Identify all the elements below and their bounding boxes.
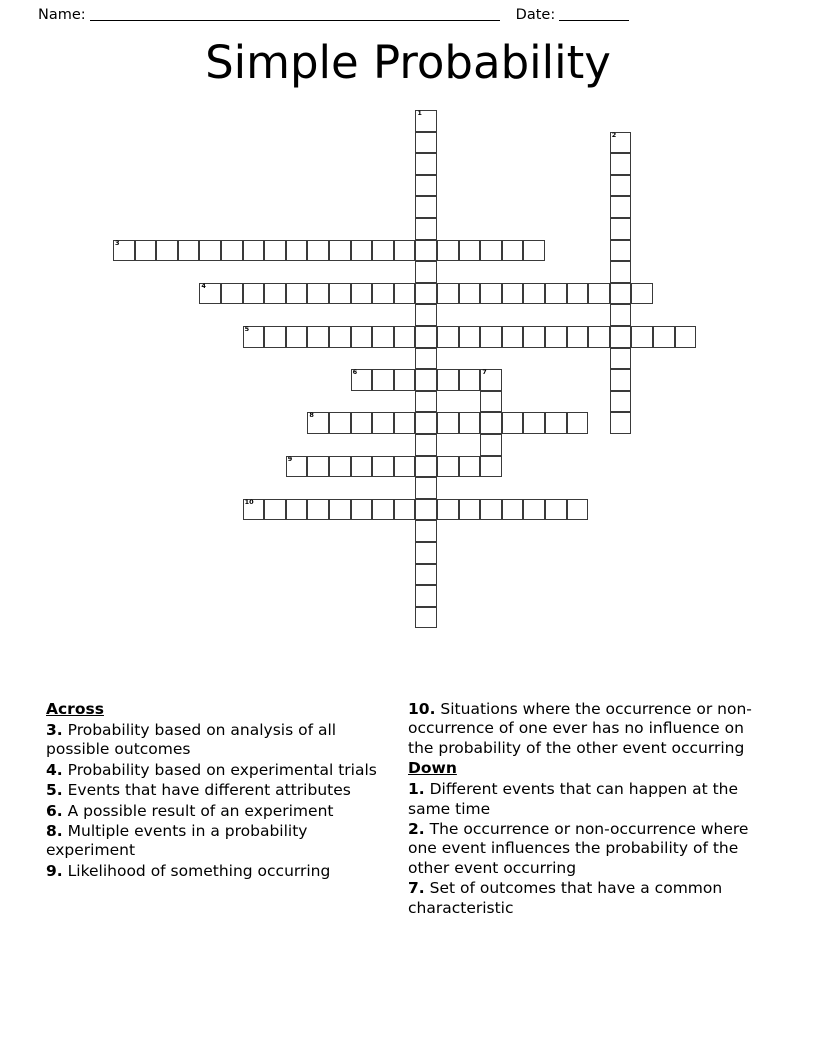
grid-cell[interactable]: [610, 153, 632, 175]
grid-cell[interactable]: [610, 175, 632, 197]
clue-text: Situations where the occurrence or non-occurrence of one ever has no influence on the probability of the other event occurring: [408, 700, 752, 757]
grid-cell[interactable]: [588, 326, 610, 348]
clue-text: Probability based on analysis of all possible outcomes: [46, 721, 337, 759]
clue-down-1[interactable]: [408, 780, 768, 819]
grid-cell[interactable]: [243, 499, 265, 521]
grid-cell[interactable]: [610, 132, 632, 154]
clue-text: Events that have different attributes: [67, 781, 351, 800]
grid-cell[interactable]: [480, 369, 502, 391]
grid-cell[interactable]: [545, 326, 567, 348]
clue-number: 4.: [46, 760, 63, 779]
grid-cell[interactable]: [459, 283, 481, 305]
grid-cell[interactable]: [523, 412, 545, 434]
grid-cell[interactable]: [415, 326, 437, 348]
grid-cell[interactable]: [415, 520, 437, 542]
grid-cell[interactable]: [437, 326, 459, 348]
grid-cell[interactable]: [243, 240, 265, 262]
clue-text: The occurrence or non-occurrence where one event influences the probability of the other event occurring: [408, 820, 749, 877]
grid-cell[interactable]: [437, 369, 459, 391]
grid-cell[interactable]: [415, 196, 437, 218]
grid-cell[interactable]: [415, 542, 437, 564]
grid-cell[interactable]: [307, 456, 329, 478]
grid-cell[interactable]: [415, 132, 437, 154]
across-heading: Across: [46, 700, 104, 718]
grid-cell[interactable]: [567, 499, 589, 521]
grid-cell-number: 7: [482, 368, 487, 377]
grid-cell[interactable]: [545, 283, 567, 305]
clue-across-8[interactable]: [46, 822, 386, 861]
grid-cell[interactable]: [264, 240, 286, 262]
grid-cell[interactable]: [351, 412, 373, 434]
grid-cell[interactable]: [459, 369, 481, 391]
grid-cell[interactable]: [631, 326, 653, 348]
grid-cell[interactable]: [351, 240, 373, 262]
grid-cell[interactable]: [243, 326, 265, 348]
grid-cell[interactable]: [221, 283, 243, 305]
grid-cell[interactable]: [286, 326, 308, 348]
clue-text: Likelihood of something occurring: [67, 861, 331, 880]
grid-cell[interactable]: [286, 283, 308, 305]
grid-cell[interactable]: [415, 585, 437, 607]
clue-number: 1.: [408, 780, 425, 799]
grid-cell[interactable]: [329, 456, 351, 478]
clue-number: 5.: [46, 781, 63, 800]
grid-cell-number: 3: [115, 238, 120, 247]
grid-cell[interactable]: [610, 391, 632, 413]
grid-cell[interactable]: [394, 369, 416, 391]
grid-cell[interactable]: [394, 326, 416, 348]
clues-column-left: [46, 700, 386, 882]
grid-cell[interactable]: [415, 434, 437, 456]
grid-cell[interactable]: [459, 326, 481, 348]
grid-cell[interactable]: [394, 456, 416, 478]
clue-number: 8.: [46, 822, 63, 841]
clue-text: Different events that can happen at the same time: [408, 780, 739, 818]
grid-cell[interactable]: [480, 283, 502, 305]
grid-cell[interactable]: [415, 607, 437, 629]
grid-cell-number: 10: [244, 497, 254, 506]
grid-cell[interactable]: [135, 240, 157, 262]
grid-cell[interactable]: [437, 499, 459, 521]
grid-cell[interactable]: [459, 240, 481, 262]
grid-cell[interactable]: [610, 304, 632, 326]
grid-cell[interactable]: [610, 283, 632, 305]
grid-cell[interactable]: [329, 240, 351, 262]
grid-cell[interactable]: [415, 456, 437, 478]
clue-number: 7.: [408, 879, 425, 898]
grid-cell[interactable]: [415, 348, 437, 370]
grid-cell[interactable]: [372, 326, 394, 348]
grid-cell[interactable]: [372, 283, 394, 305]
grid-cell[interactable]: [523, 326, 545, 348]
grid-cell[interactable]: [329, 283, 351, 305]
grid-cell[interactable]: [329, 412, 351, 434]
grid-cell[interactable]: [480, 456, 502, 478]
grid-cell[interactable]: [199, 240, 221, 262]
grid-cell[interactable]: [459, 456, 481, 478]
grid-cell[interactable]: [523, 499, 545, 521]
grid-cell[interactable]: [286, 456, 308, 478]
grid-cell[interactable]: [480, 499, 502, 521]
grid-cell[interactable]: [307, 283, 329, 305]
grid-cell[interactable]: [286, 240, 308, 262]
grid-cell[interactable]: [113, 240, 135, 262]
clue-across-9[interactable]: [46, 862, 386, 881]
grid-cell[interactable]: [415, 369, 437, 391]
grid-cell[interactable]: [545, 499, 567, 521]
down-heading: Down: [408, 759, 457, 778]
grid-cell[interactable]: [480, 412, 502, 434]
grid-cell[interactable]: [243, 283, 265, 305]
clue-text: A possible result of an experiment: [67, 801, 334, 820]
grid-cell[interactable]: [351, 369, 373, 391]
grid-cell[interactable]: [415, 412, 437, 434]
grid-cell[interactable]: [415, 283, 437, 305]
clues-column-right: [408, 700, 768, 919]
grid-cell[interactable]: [502, 326, 524, 348]
grid-cell[interactable]: [502, 412, 524, 434]
grid-cell[interactable]: [480, 240, 502, 262]
grid-cell[interactable]: [394, 283, 416, 305]
clue-down-2[interactable]: [408, 820, 768, 878]
grid-cell[interactable]: [545, 412, 567, 434]
grid-cell[interactable]: [523, 240, 545, 262]
grid-cell[interactable]: [221, 240, 243, 262]
grid-cell[interactable]: [264, 326, 286, 348]
grid-cell[interactable]: [372, 412, 394, 434]
grid-cell-number: 4: [201, 281, 206, 290]
grid-cell[interactable]: [502, 283, 524, 305]
grid-cell[interactable]: [610, 369, 632, 391]
grid-cell[interactable]: [351, 283, 373, 305]
grid-cell[interactable]: [394, 499, 416, 521]
clue-text: Multiple events in a probability experiment: [46, 822, 308, 860]
grid-cell[interactable]: [567, 283, 589, 305]
grid-cell[interactable]: [610, 412, 632, 434]
clue-number: 9.: [46, 861, 63, 880]
grid-cell[interactable]: [394, 412, 416, 434]
grid-cell[interactable]: [480, 434, 502, 456]
clue-number: 3.: [46, 721, 63, 739]
grid-cell[interactable]: [199, 283, 221, 305]
grid-cell[interactable]: [415, 153, 437, 175]
grid-cell[interactable]: [437, 412, 459, 434]
grid-cell[interactable]: [415, 499, 437, 521]
grid-cell[interactable]: [329, 326, 351, 348]
clue-across-6[interactable]: [46, 802, 386, 821]
grid-cell[interactable]: [394, 240, 416, 262]
grid-cell[interactable]: [610, 348, 632, 370]
grid-cell[interactable]: [415, 261, 437, 283]
grid-cell[interactable]: [178, 240, 200, 262]
grid-cell[interactable]: [415, 218, 437, 240]
grid-cell-number: 1: [417, 109, 422, 117]
grid-cell-number: 8: [309, 411, 314, 420]
clue-number: 2.: [408, 820, 425, 839]
grid-cell[interactable]: [502, 499, 524, 521]
grid-cell[interactable]: [459, 412, 481, 434]
grid-cell[interactable]: [610, 261, 632, 283]
clue-across-3[interactable]: [46, 721, 386, 760]
grid-cell[interactable]: [610, 196, 632, 218]
clue-down-7[interactable]: [408, 879, 768, 918]
clue-number: 10.: [408, 700, 436, 718]
grid-cell[interactable]: [610, 326, 632, 348]
grid-cell[interactable]: [415, 110, 437, 132]
grid-cell[interactable]: [459, 499, 481, 521]
grid-cell[interactable]: [415, 391, 437, 413]
name-label: Name:: [38, 7, 86, 23]
grid-cell[interactable]: [675, 326, 697, 348]
grid-cell[interactable]: [415, 175, 437, 197]
grid-cell[interactable]: [567, 412, 589, 434]
clue-number: 6.: [46, 801, 63, 820]
grid-cell-number: 2: [611, 130, 617, 139]
grid-cell[interactable]: [372, 240, 394, 262]
grid-cell[interactable]: [653, 326, 675, 348]
grid-cell[interactable]: [415, 477, 437, 499]
clues-section: [46, 700, 776, 919]
grid-cell[interactable]: [351, 456, 373, 478]
grid-cell[interactable]: [307, 412, 329, 434]
grid-cell[interactable]: [372, 499, 394, 521]
grid-cell[interactable]: [156, 240, 178, 262]
date-label: Date:: [515, 7, 556, 23]
grid-cell[interactable]: [415, 240, 437, 262]
grid-cell[interactable]: [480, 326, 502, 348]
clue-text: Probability based on experimental trials: [67, 760, 377, 779]
grid-cell[interactable]: [523, 283, 545, 305]
clue-across-5[interactable]: [46, 781, 386, 800]
grid-cell[interactable]: [307, 499, 329, 521]
grid-cell[interactable]: [610, 240, 632, 262]
grid-cell[interactable]: [437, 240, 459, 262]
grid-cell[interactable]: [415, 564, 437, 586]
grid-cell[interactable]: [631, 283, 653, 305]
grid-cell[interactable]: [264, 499, 286, 521]
grid-cell[interactable]: [610, 218, 632, 240]
grid-cell[interactable]: [351, 326, 373, 348]
clue-text: Set of outcomes that have a common characteristic: [408, 879, 723, 917]
grid-cell[interactable]: [286, 499, 308, 521]
page-title: Simple Probability: [205, 36, 611, 89]
grid-cell[interactable]: [437, 283, 459, 305]
grid-cell[interactable]: [567, 326, 589, 348]
grid-cell[interactable]: [264, 283, 286, 305]
grid-cell[interactable]: [351, 499, 373, 521]
grid-cell-number: 6: [352, 368, 358, 377]
grid-cell-number: 5: [244, 325, 250, 333]
grid-cell[interactable]: [480, 391, 502, 413]
grid-cell[interactable]: [588, 283, 610, 305]
clue-across-4[interactable]: [46, 761, 386, 780]
grid-cell[interactable]: [329, 499, 351, 521]
grid-cell[interactable]: [372, 456, 394, 478]
grid-cell-number: 9: [287, 454, 293, 463]
clue-across-10[interactable]: [408, 700, 768, 758]
grid-cell[interactable]: [502, 240, 524, 262]
grid-cell[interactable]: [415, 304, 437, 326]
grid-cell[interactable]: [307, 326, 329, 348]
grid-cell[interactable]: [437, 456, 459, 478]
grid-cell[interactable]: [307, 240, 329, 262]
grid-cell[interactable]: [372, 369, 394, 391]
